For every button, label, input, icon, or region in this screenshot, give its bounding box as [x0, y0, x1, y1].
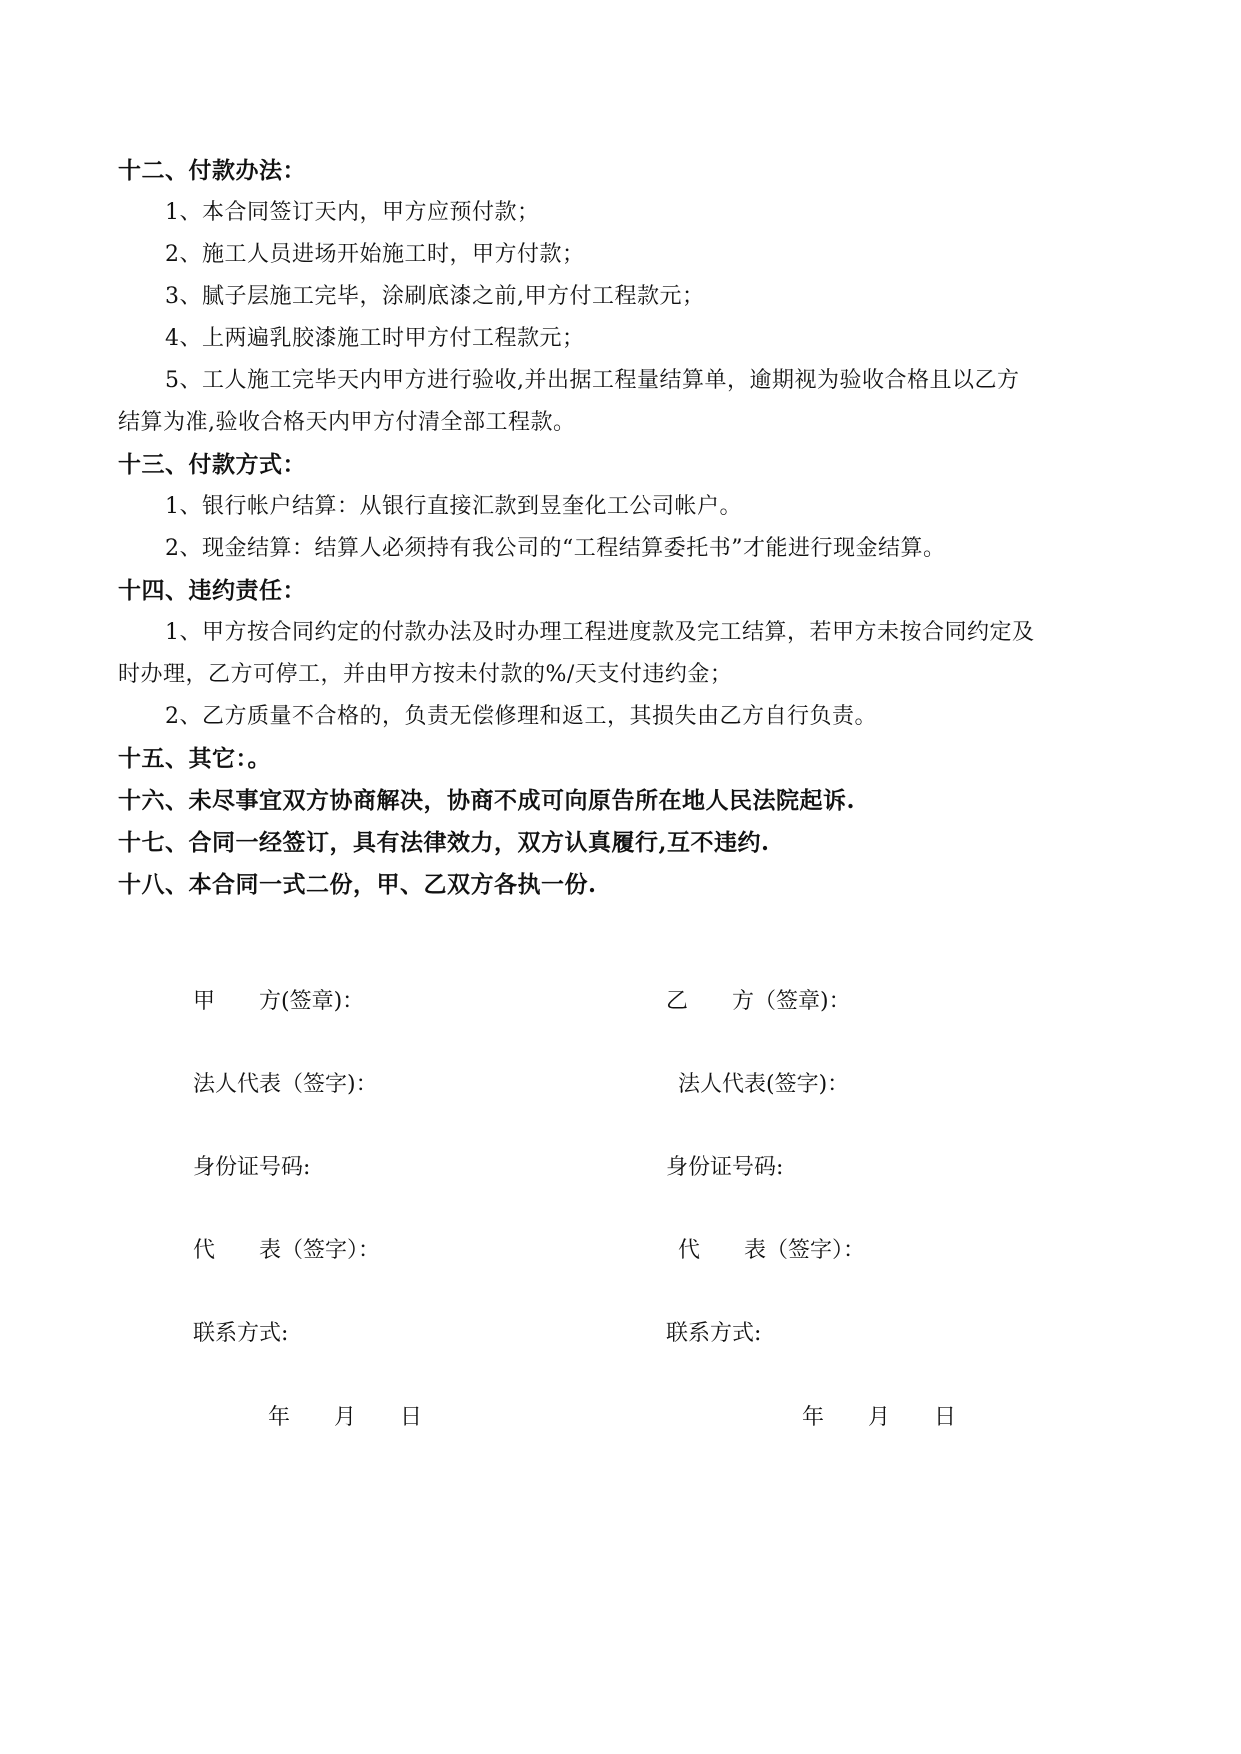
section-12-item-1: 1、本合同签订天内，甲方应预付款； [165, 200, 540, 225]
section-16-heading: 十六、未尽事宜双方协商解决，协商不成可向原告所在地人民法院起诉. [118, 787, 856, 814]
party-b-seal-label: 乙 方（签章)： [666, 989, 851, 1014]
party-a-id-number-label: 身份证号码: [193, 1155, 311, 1180]
section-17-heading: 十七、合同一经签订，具有法律效力，双方认真履行,互不违约. [118, 829, 770, 856]
party-a-seal-label: 甲 方(签章)： [193, 989, 365, 1014]
section-13-item-1: 1、银行帐户结算：从银行直接汇款到昱奎化工公司帐户。 [165, 494, 742, 519]
section-12-item-4: 4、上两遍乳胶漆施工时甲方付工程款元； [165, 326, 585, 351]
section-14-item-1: 1、甲方按合同约定的付款办法及时办理工程进度款及完工结算，若甲方未按合同约定及 [165, 620, 1035, 645]
section-15-heading: 十五、其它：。 [118, 745, 271, 772]
section-12-item-2: 2、施工人员进场开始施工时，甲方付款； [165, 242, 585, 267]
section-14-heading: 十四、违约责任： [118, 577, 306, 604]
section-13-item-2: 2、现金结算：结算人必须持有我公司的“工程结算委托书”才能进行现金结算。 [165, 536, 946, 561]
section-12-item-5: 5、工人施工完毕天内甲方进行验收,并出据工程量结算单，逾期视为验收合格且以乙方 [165, 368, 1020, 393]
section-14-item-1-continuation: 时办理，乙方可停工，并由甲方按未付款的%/天支付违约金； [118, 662, 733, 687]
section-14-item-2: 2、乙方质量不合格的，负责无偿修理和返工，其损失由乙方自行负责。 [165, 704, 877, 729]
party-a-contact-label: 联系方式: [193, 1321, 289, 1346]
party-b-date-label: 年 月 日 [802, 1405, 957, 1430]
party-b-id-number-label: 身份证号码: [666, 1155, 784, 1180]
party-b-representative-label: 代 表（签字）： [678, 1238, 866, 1263]
section-18-heading: 十八、本合同一式二份，甲、乙双方各执一份. [118, 871, 597, 898]
section-12-heading: 十二、付款办法： [118, 157, 306, 184]
section-13-heading: 十三、付款方式： [118, 451, 306, 478]
section-12-item-3: 3、腻子层施工完毕，涂刷底漆之前,甲方付工程款元； [165, 284, 705, 309]
section-12-item-5-continuation: 结算为准,验收合格天内甲方付清全部工程款。 [118, 410, 576, 435]
party-a-date-label: 年 月 日 [268, 1405, 423, 1430]
party-a-representative-label: 代 表（签字）： [193, 1238, 381, 1263]
party-a-legal-rep-label: 法人代表（签字)： [193, 1072, 378, 1097]
party-b-legal-rep-label: 法人代表(签字)： [678, 1072, 850, 1097]
party-b-contact-label: 联系方式: [666, 1321, 762, 1346]
